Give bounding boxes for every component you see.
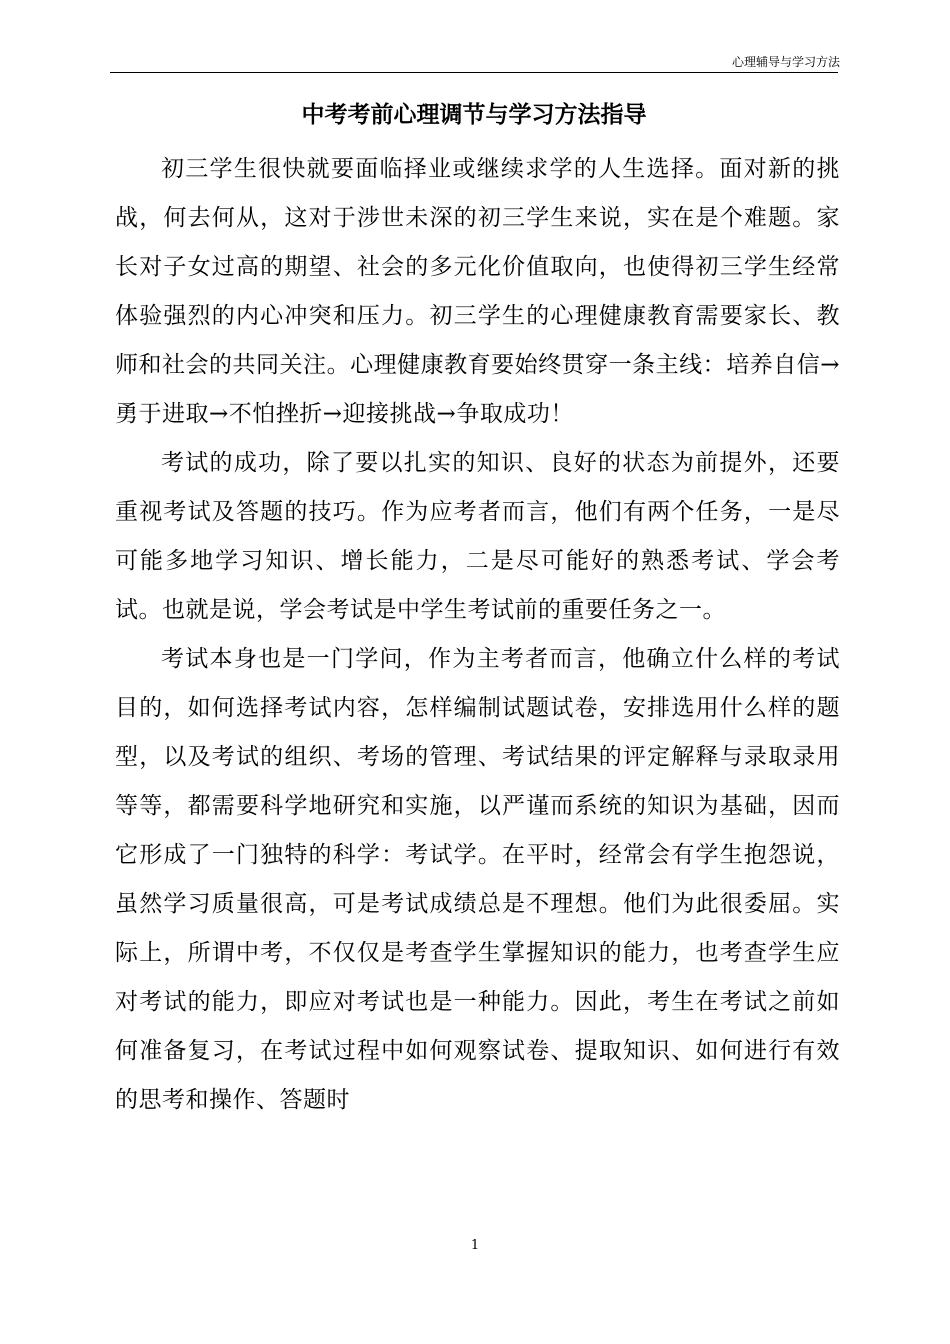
document-body (115, 145, 840, 1125)
header-rule (110, 72, 838, 73)
paragraph-3: 考试本身也是一门学问，作为主考者而言，他确立什么样的考试目的，如何选择考试内容，怎样编制试题试卷，安排选用什么样的题型，以及考试的组织、考场的管理、考试结果的评定解释与录取录用等等，都需要科学地研究和实施，以严谨而系统的知识为基础，因而它形成了一门独特的科学：考试学。在平时，经常会有学生抱怨说，虽然学习质量很高，可是考试成绩总是不理想。他们为此很委屈。实际上，所谓中考，不仅仅是考查学生掌握知识的能力，也考查学生应对考试的能力，即应对考试也是一种能力。因此，考生在考试之前如何准备复习，在考试过程中如何观察试卷、提取知识、如何进行有效的思考和操作、答题时 (115, 646, 840, 1113)
paragraph-2: 考试的成功，除了要以扎实的知识、良好的状态为前提外，还要重视考试及答题的技巧。作为应考者而言，他们有两个任务，一是尽可能多地学习知识、增长能力，二是尽可能好的熟悉考试、学会考试。也就是说，学会考试是中学生考试前的重要任务之一。 (115, 450, 840, 623)
paragraph-1: 初三学生很快就要面临择业或继续求学的人生选择。面对新的挑战，何去何从，这对于涉世未深的初三学生来说，实在是个难题。家长对子女过高的期望、社会的多元化价值取向，也使得初三学生经常体验强烈的内心冲突和压力。初三学生的心理健康教育需要家长、教师和社会的共同关注。心理健康教育要始终贯穿一条主线：培养自信→勇于进取→不怕挫折→迎接挑战→争取成功！ (115, 156, 840, 427)
running-header: 心理辅导与学习方法 (731, 55, 840, 69)
page-number: 1 (470, 1238, 480, 1253)
document-title: 中考考前心理调节与学习方法指导 (301, 101, 647, 128)
